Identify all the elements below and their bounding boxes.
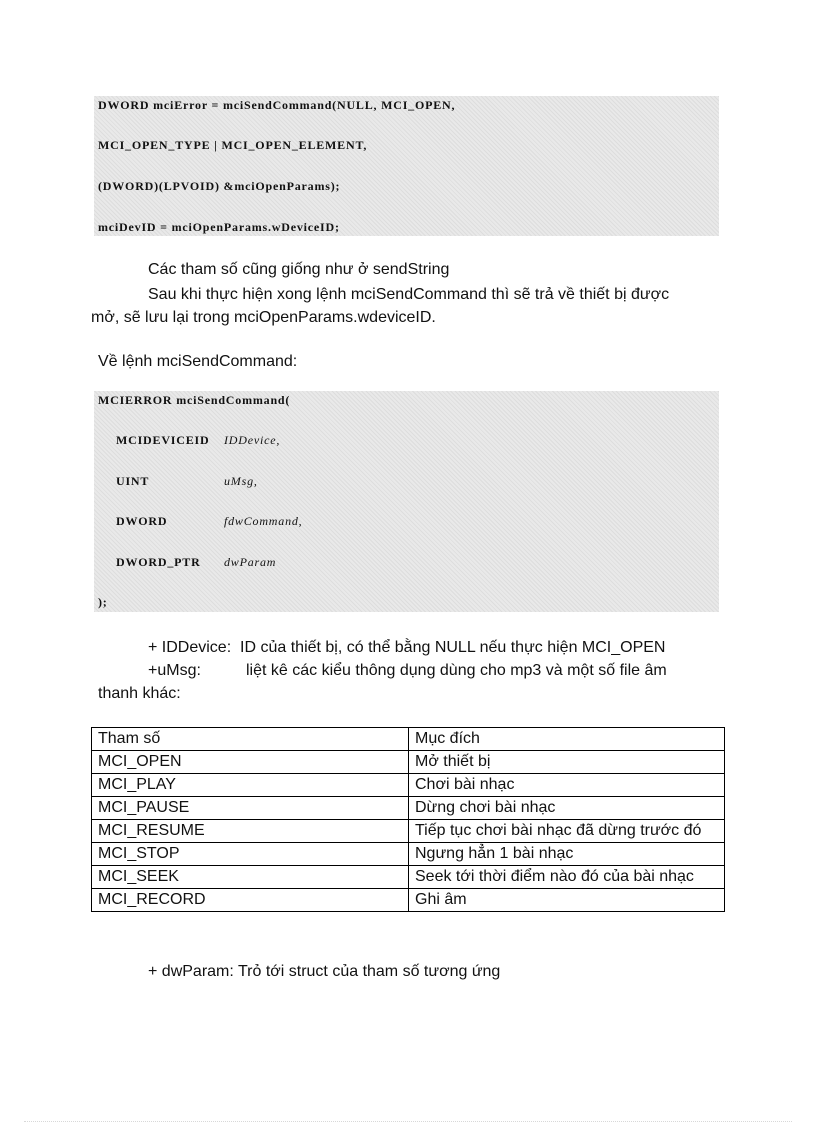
table-header-row xyxy=(92,728,725,751)
paragraph-umsg-cont: thanh khác: xyxy=(98,685,181,702)
table-cell: Ghi âm xyxy=(409,889,725,912)
table-row xyxy=(92,774,725,797)
table-cell: Tiếp tục chơi bài nhạc đã dừng trước đó xyxy=(409,820,725,843)
table-cell: Dừng chơi bài nhạc xyxy=(409,797,725,820)
table-header-cell: Mục đích xyxy=(409,728,725,751)
table-cell: Chơi bài nhạc xyxy=(409,774,725,797)
table-row xyxy=(92,889,725,912)
code-param-type: DWORD_PTR xyxy=(116,555,201,569)
code-param-name: dwParam xyxy=(224,555,277,569)
table-cell: Mở thiết bị xyxy=(409,751,725,774)
table-cell: MCI_RESUME xyxy=(92,820,409,843)
code-line: MCI_OPEN_TYPE | MCI_OPEN_ELEMENT, xyxy=(98,138,368,152)
table-cell: Seek tới thời điểm nào đó của bài nhạc xyxy=(409,866,725,889)
table-cell: Ngưng hẳn 1 bài nhạc xyxy=(409,843,725,866)
table-cell: MCI_SEEK xyxy=(92,866,409,889)
table-cell: MCI_PLAY xyxy=(92,774,409,797)
table-header-cell: Tham số xyxy=(92,728,409,751)
mci-message-table xyxy=(91,727,725,912)
code-line: ); xyxy=(98,595,108,609)
code-line: (DWORD)(LPVOID) &mciOpenParams); xyxy=(98,179,341,193)
table-row xyxy=(92,820,725,843)
table-cell: MCI_OPEN xyxy=(92,751,409,774)
code-line: mciDevID = mciOpenParams.wDeviceID; xyxy=(98,220,340,234)
paragraph-params-same: Các tham số cũng giống như ở sendString xyxy=(148,261,450,278)
code-param-name: uMsg, xyxy=(224,474,258,488)
code-line: DWORD mciError = mciSendCommand(NULL, MCI_OPEN, xyxy=(98,98,456,112)
code-block-mci-open xyxy=(94,96,719,236)
code-param-name: IDDevice, xyxy=(224,433,281,447)
code-line: MCIERROR mciSendCommand( xyxy=(98,393,291,407)
paragraph-after-command-cont: mở, sẽ lưu lại trong mciOpenParams.wdeviceID. xyxy=(91,309,436,326)
section-heading: Về lệnh mciSendCommand: xyxy=(98,353,298,370)
paragraph-after-command: Sau khi thực hiện xong lệnh mciSendCommand thì sẽ trả về thiết bị được xyxy=(148,286,670,303)
paragraph-umsg-label: +uMsg: xyxy=(148,662,201,679)
table-cell: MCI_RECORD xyxy=(92,889,409,912)
paragraph-umsg-text: liệt kê các kiểu thông dụng dùng cho mp3 và một số file âm xyxy=(246,662,667,679)
table-cell: MCI_STOP xyxy=(92,843,409,866)
table-row xyxy=(92,751,725,774)
paragraph-dwparam: + dwParam: Trỏ tới struct của tham số tương ứng xyxy=(148,963,501,980)
paragraph-iddevice: + IDDevice: ID của thiết bị, có thể bằng NULL nếu thực hiện MCI_OPEN xyxy=(148,639,666,656)
code-param-type: DWORD xyxy=(116,514,168,528)
table-row xyxy=(92,843,725,866)
code-param-name: fdwCommand, xyxy=(224,514,303,528)
table-row xyxy=(92,797,725,820)
table-row xyxy=(92,866,725,889)
code-block-signature xyxy=(94,391,719,612)
code-param-type: UINT xyxy=(116,474,150,488)
table-cell: MCI_PAUSE xyxy=(92,797,409,820)
code-param-type: MCIDEVICEID xyxy=(116,433,210,447)
page-bottom-rule xyxy=(24,1121,792,1122)
